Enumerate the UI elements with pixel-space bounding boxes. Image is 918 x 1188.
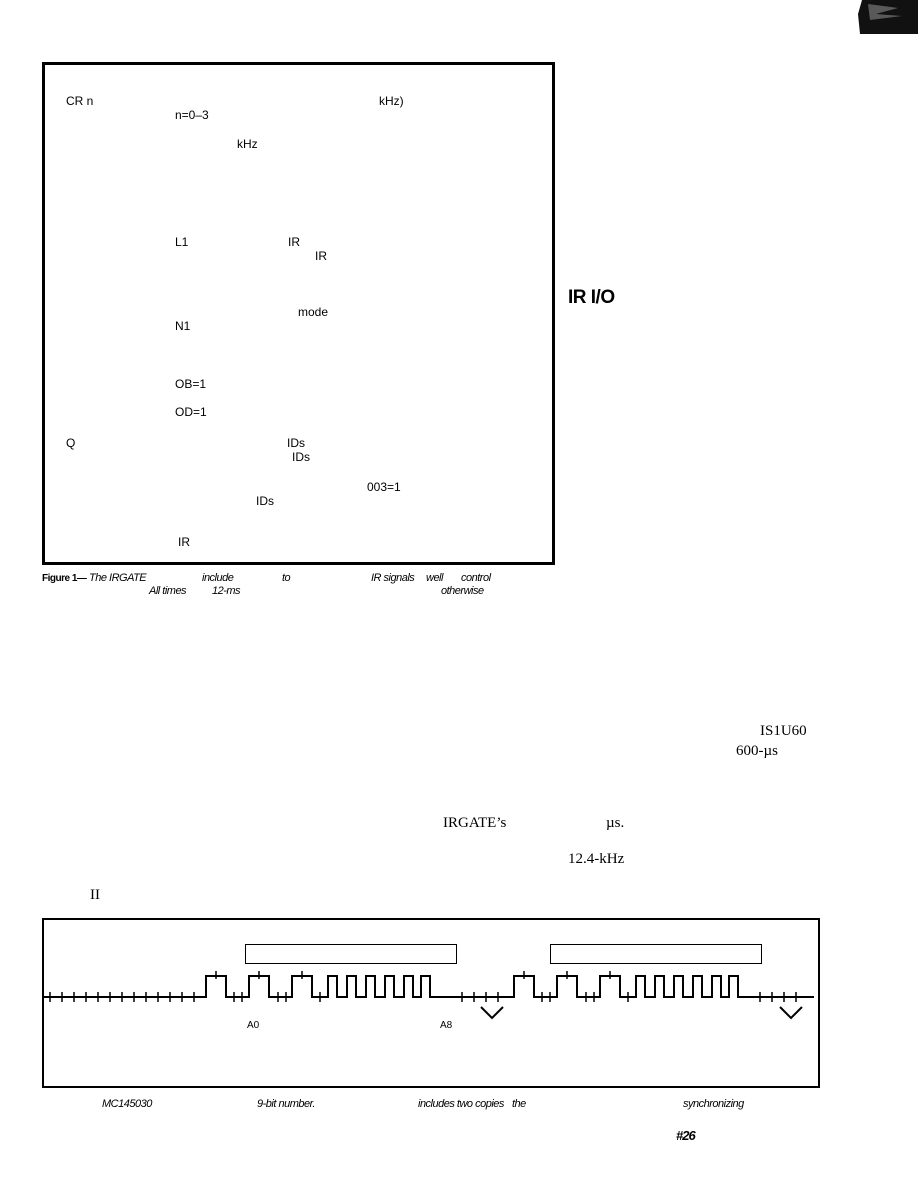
- cmd-od1: OD=1: [175, 405, 207, 419]
- label-a0: A0: [247, 1020, 260, 1031]
- cmd-mode: mode: [298, 305, 329, 319]
- body-ii: II: [90, 887, 100, 903]
- body-us: µs.: [606, 815, 625, 831]
- side-heading-ir-io: IR I/O: [568, 287, 615, 308]
- cmd-l1: L1: [175, 235, 189, 249]
- fig2-word-the: the: [512, 1098, 526, 1110]
- fig1-word-otherwise: otherwise: [441, 585, 484, 597]
- fig2-word-9bit: 9-bit number.: [257, 1098, 315, 1110]
- body-600us: 600-µs: [736, 743, 778, 759]
- figure1-caption-label: Figure 1—: [42, 573, 87, 584]
- cmd-khz-close: kHz): [379, 94, 404, 108]
- fig1-word-alltimes: All times: [149, 585, 187, 597]
- cmd-q: Q: [66, 436, 76, 450]
- fig1-word-12ms: 12-ms: [212, 585, 241, 597]
- fig2-word-synchronizing: synchronizing: [683, 1098, 744, 1110]
- cmd-ir-2: IR: [315, 249, 327, 263]
- fig1-word-well: well: [426, 572, 443, 584]
- waveform-segment: [204, 976, 438, 997]
- cmd-khz: kHz: [237, 137, 258, 151]
- sync-gap-marker-2: [780, 1007, 802, 1018]
- fig1-word-to: to: [282, 572, 291, 584]
- cmd-crn: CR n: [66, 94, 94, 108]
- body-is1u60: IS1U60: [760, 723, 807, 739]
- cmd-ir-1: IR: [288, 235, 300, 249]
- fig1-word-irgate: The IRGATE: [89, 572, 147, 584]
- label-a8: A8: [440, 1020, 453, 1031]
- waveform-segment: [512, 976, 746, 997]
- cmd-ids-2: IDs: [292, 450, 310, 464]
- body-irgates: IRGATE’s: [443, 815, 507, 831]
- waveform-trace: [44, 960, 814, 1020]
- corner-mark: [858, 0, 918, 34]
- page-number: #26: [676, 1128, 695, 1143]
- cmd-003: 003=1: [367, 480, 401, 494]
- fig1-word-irsignals: IR signals: [371, 572, 415, 584]
- fig1-word-control: control: [461, 572, 491, 584]
- cmd-ids-1: IDs: [287, 436, 305, 450]
- fig2-word-mc145030: MC145030: [102, 1098, 152, 1110]
- cmd-n1: N1: [175, 319, 191, 333]
- cmd-ir-3: IR: [178, 535, 190, 549]
- cmd-ob1: OB=1: [175, 377, 207, 391]
- body-124khz: 12.4-kHz: [568, 851, 625, 867]
- fig1-word-include: include: [202, 572, 234, 584]
- cmd-n-range: n=0–3: [175, 108, 209, 122]
- sync-gap-marker-1: [481, 1007, 503, 1018]
- fig2-word-twocopies: includes two copies: [418, 1098, 504, 1110]
- cmd-ids-3: IDs: [256, 494, 274, 508]
